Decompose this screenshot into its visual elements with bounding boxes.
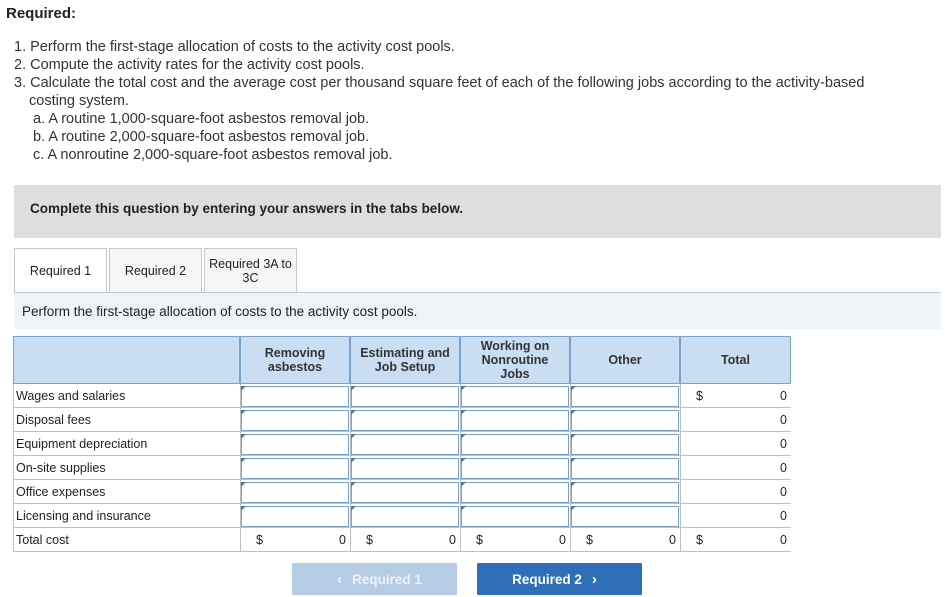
amount-input[interactable]	[461, 386, 569, 407]
row-label: Total cost	[16, 533, 69, 547]
tab-required-3a-3c[interactable]	[204, 248, 297, 292]
tab-panel-header	[14, 292, 941, 329]
table-row	[13, 408, 791, 432]
total-cost-row	[13, 528, 791, 552]
header-text: Nonroutine	[481, 353, 549, 367]
tab-label: Required 2	[124, 263, 187, 278]
table-row	[13, 504, 791, 528]
table-left-border	[13, 384, 14, 552]
table-row	[13, 456, 791, 480]
column-divider	[460, 384, 461, 552]
amount-input[interactable]	[241, 482, 349, 503]
amount-input[interactable]	[241, 410, 349, 431]
banner-text: Complete this question by entering your answers in the tabs below.	[30, 201, 464, 216]
sub-item-c: c. A nonroutine 2,000-square-foot asbestos removal job.	[33, 147, 393, 163]
column-divider	[350, 384, 351, 552]
row-label: On-site supplies	[16, 461, 106, 475]
row-total: 0	[780, 485, 787, 499]
amount-input[interactable]	[241, 434, 349, 455]
tab-required-1[interactable]	[14, 248, 107, 293]
amount-input[interactable]	[351, 482, 459, 503]
amount-input[interactable]	[571, 458, 679, 479]
row-total: 0	[780, 413, 787, 427]
amount-input[interactable]	[241, 506, 349, 527]
row-total: 0	[780, 389, 787, 403]
total-value-nonroutine: 0	[559, 533, 566, 547]
header-nonroutine-jobs	[460, 336, 570, 384]
instruction-2: 2. Compute the activity rates for the activity cost pools.	[14, 57, 365, 73]
header-estimating-job-setup	[350, 336, 460, 384]
header-label-blank	[13, 336, 240, 384]
amount-input[interactable]	[571, 386, 679, 407]
tab-label-line1: Required 3A to	[209, 256, 292, 271]
row-label: Equipment depreciation	[16, 437, 148, 451]
header-text: Working on	[480, 339, 550, 353]
instruction-3: 3. Calculate the total cost and the average cost per thousand square feet of each of the following jobs according to the activity-based	[14, 75, 865, 91]
amount-input[interactable]	[351, 506, 459, 527]
instruction-banner	[14, 185, 941, 238]
amount-input[interactable]	[461, 506, 569, 527]
amount-input[interactable]	[351, 386, 459, 407]
sub-item-b: b. A routine 2,000-square-foot asbestos removal job.	[33, 129, 370, 145]
dollar-sign: $	[696, 533, 703, 547]
row-label: Wages and salaries	[16, 389, 126, 403]
prev-button-label: Required 1	[352, 571, 422, 587]
header-text: Total	[721, 353, 750, 367]
tab-label: Required 1	[29, 264, 92, 278]
dollar-sign: $	[696, 389, 703, 403]
column-divider	[680, 384, 681, 552]
dollar-sign: $	[476, 533, 483, 547]
table-row	[13, 384, 791, 408]
row-label: Licensing and insurance	[16, 509, 151, 523]
next-button-label: Required 2	[512, 571, 582, 587]
header-removing-asbestos	[240, 336, 350, 384]
amount-input[interactable]	[571, 410, 679, 431]
amount-input[interactable]	[571, 506, 679, 527]
header-total	[680, 336, 791, 384]
dollar-sign: $	[366, 533, 373, 547]
row-total: 0	[780, 437, 787, 451]
total-value-total: 0	[780, 533, 787, 547]
next-button[interactable]	[477, 563, 642, 595]
dollar-sign: $	[256, 533, 263, 547]
total-value-removing: 0	[339, 533, 346, 547]
instruction-3-cont: costing system.	[29, 93, 129, 109]
table-row	[13, 480, 791, 504]
header-text: Removing	[264, 346, 326, 360]
amount-input[interactable]	[461, 410, 569, 431]
row-label: Disposal fees	[16, 413, 92, 427]
total-value-other: 0	[669, 533, 676, 547]
amount-input[interactable]	[461, 458, 569, 479]
header-text: Jobs	[500, 367, 530, 381]
dollar-sign: $	[586, 533, 593, 547]
total-value-estimating: 0	[449, 533, 456, 547]
amount-input[interactable]	[571, 482, 679, 503]
amount-input[interactable]	[351, 434, 459, 455]
panel-instruction: Perform the first-stage allocation of costs to the activity cost pools.	[22, 304, 418, 319]
header-other	[570, 336, 680, 384]
amount-input[interactable]	[241, 458, 349, 479]
header-text: Estimating and	[360, 346, 450, 360]
row-total: 0	[780, 461, 787, 475]
instruction-1: 1. Perform the first-stage allocation of costs to the activity cost pools.	[14, 39, 455, 55]
amount-input[interactable]	[241, 386, 349, 407]
column-divider	[240, 384, 241, 552]
required-heading: Required:	[6, 5, 77, 22]
header-text: Job Setup	[374, 360, 436, 374]
amount-input[interactable]	[351, 458, 459, 479]
sub-item-a: a. A routine 1,000-square-foot asbestos removal job.	[33, 111, 370, 127]
tab-required-2[interactable]	[109, 248, 202, 292]
table-row	[13, 432, 791, 456]
prev-button[interactable]	[292, 563, 457, 595]
amount-input[interactable]	[351, 410, 459, 431]
tab-label-line2: 3C	[242, 270, 259, 285]
amount-input[interactable]	[571, 434, 679, 455]
amount-input[interactable]	[461, 482, 569, 503]
header-text: Other	[608, 353, 642, 367]
column-divider	[570, 384, 571, 552]
row-total: 0	[780, 509, 787, 523]
amount-input[interactable]	[461, 434, 569, 455]
row-label: Office expenses	[16, 485, 106, 499]
header-text: asbestos	[267, 360, 323, 374]
chevron-right-icon: ›	[591, 570, 597, 588]
chevron-left-icon: ‹	[337, 570, 343, 588]
